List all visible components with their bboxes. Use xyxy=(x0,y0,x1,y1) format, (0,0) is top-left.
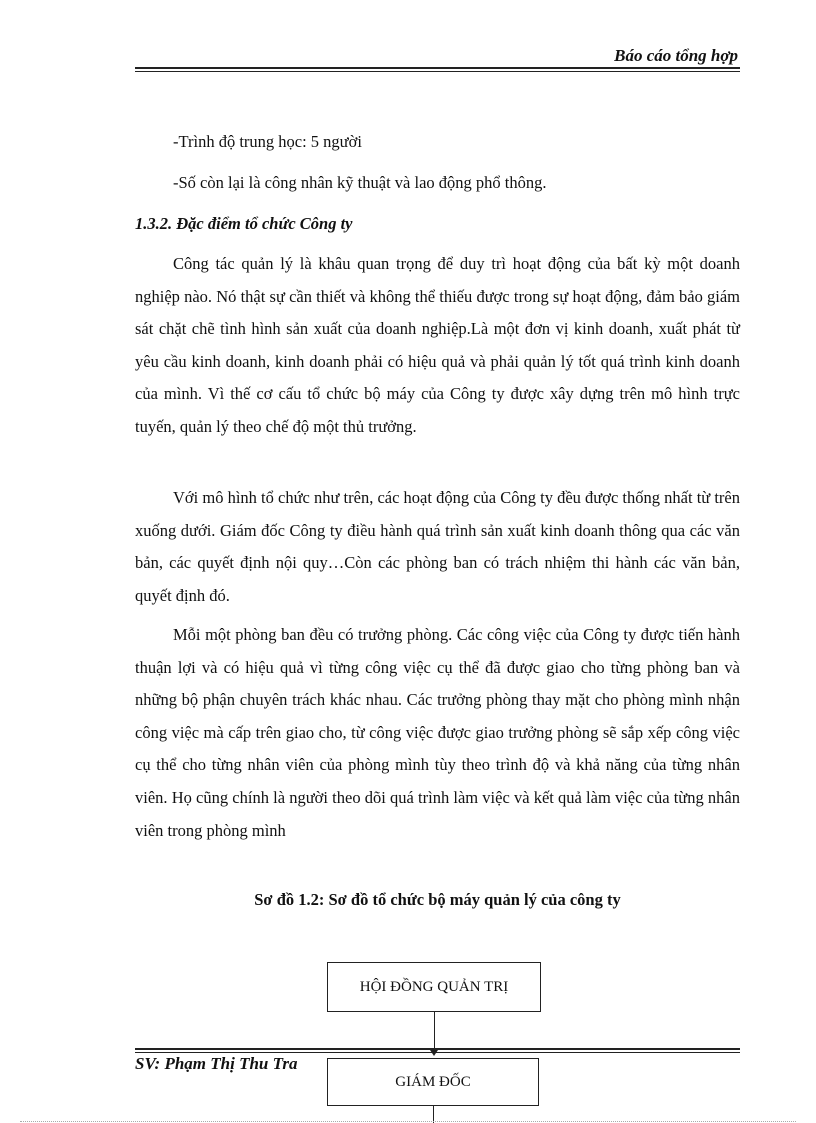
org-node-director: GIÁM ĐỐC xyxy=(327,1058,539,1106)
paragraph: Với mô hình tổ chức như trên, các hoạt động của Công ty đều được thống nhất từ trên xuống dưới. Giám đốc Công ty điều hành quá trình sản xuất kinh doanh thông qua các văn bản, các quyết định nội quy…Còn các phòng ban có trách nhiệm thi hành các văn bản, quyết định đó. xyxy=(135,488,740,605)
header-title: Báo cáo tổng hợp xyxy=(614,46,738,65)
section-heading: 1.3.2. Đặc điểm tổ chức Công ty xyxy=(135,214,353,233)
header-rule-top xyxy=(135,67,740,69)
diagram-title: Sơ đồ 1.2: Sơ đồ tổ chức bộ máy quản lý của công ty xyxy=(254,890,621,909)
page-edge xyxy=(20,1121,796,1122)
list-item: -Trình độ trung học: 5 người xyxy=(173,132,362,151)
header-rule-bottom xyxy=(135,71,740,72)
paragraph: Công tác quản lý là khâu quan trọng để duy trì hoạt động của bất kỳ một doanh nghiệp nào. Nó thật sự cần thiết và không thể thiếu được trong sự hoạt động, đảm bảo giám sát chặt chẽ tình hình sản xuất của doanh nghiệp.Là một đơn vị kinh doanh, xuất phát từ yêu cầu kinh doanh, kinh doanh phải có hiệu quả và phải quản lý tốt quá trình kinh doanh của mình. Vì thế cơ cấu tổ chức bộ máy của Công ty được xây dựng trên mô hình trực tuyến, quản lý theo chế độ một thủ trưởng. xyxy=(135,254,740,436)
footer-author: SV: Phạm Thị Thu Tra xyxy=(135,1054,298,1073)
org-connector xyxy=(434,1012,435,1050)
footer-rule-top xyxy=(135,1048,740,1050)
org-node-board: HỘI ĐỒNG QUẢN TRỊ xyxy=(327,962,541,1012)
arrow-down-icon xyxy=(430,1050,438,1056)
list-item: -Số còn lại là công nhân kỹ thuật và lao động phổ thông. xyxy=(173,173,547,192)
paragraph: Mỗi một phòng ban đều có trưởng phòng. Các công việc của Công ty được tiến hành thuận lợi và có hiệu quả vì từng công việc cụ thể đã được giao cho từng phòng ban và những bộ phận chuyên trách khác nhau. Các trưởng phòng thay mặt cho phòng mình nhận công việc mà cấp trên giao cho, từ công việc được giao trưởng phòng sẽ sắp xếp công việc cụ thể cho từng nhân viên của phòng mình tùy theo trình độ và khả năng của từng nhân viên. Họ cũng chính là người theo dõi quá trình làm việc và kết quả làm việc của từng nhân viên trong phòng mình xyxy=(135,625,740,840)
footer-rule-bottom xyxy=(135,1052,740,1053)
